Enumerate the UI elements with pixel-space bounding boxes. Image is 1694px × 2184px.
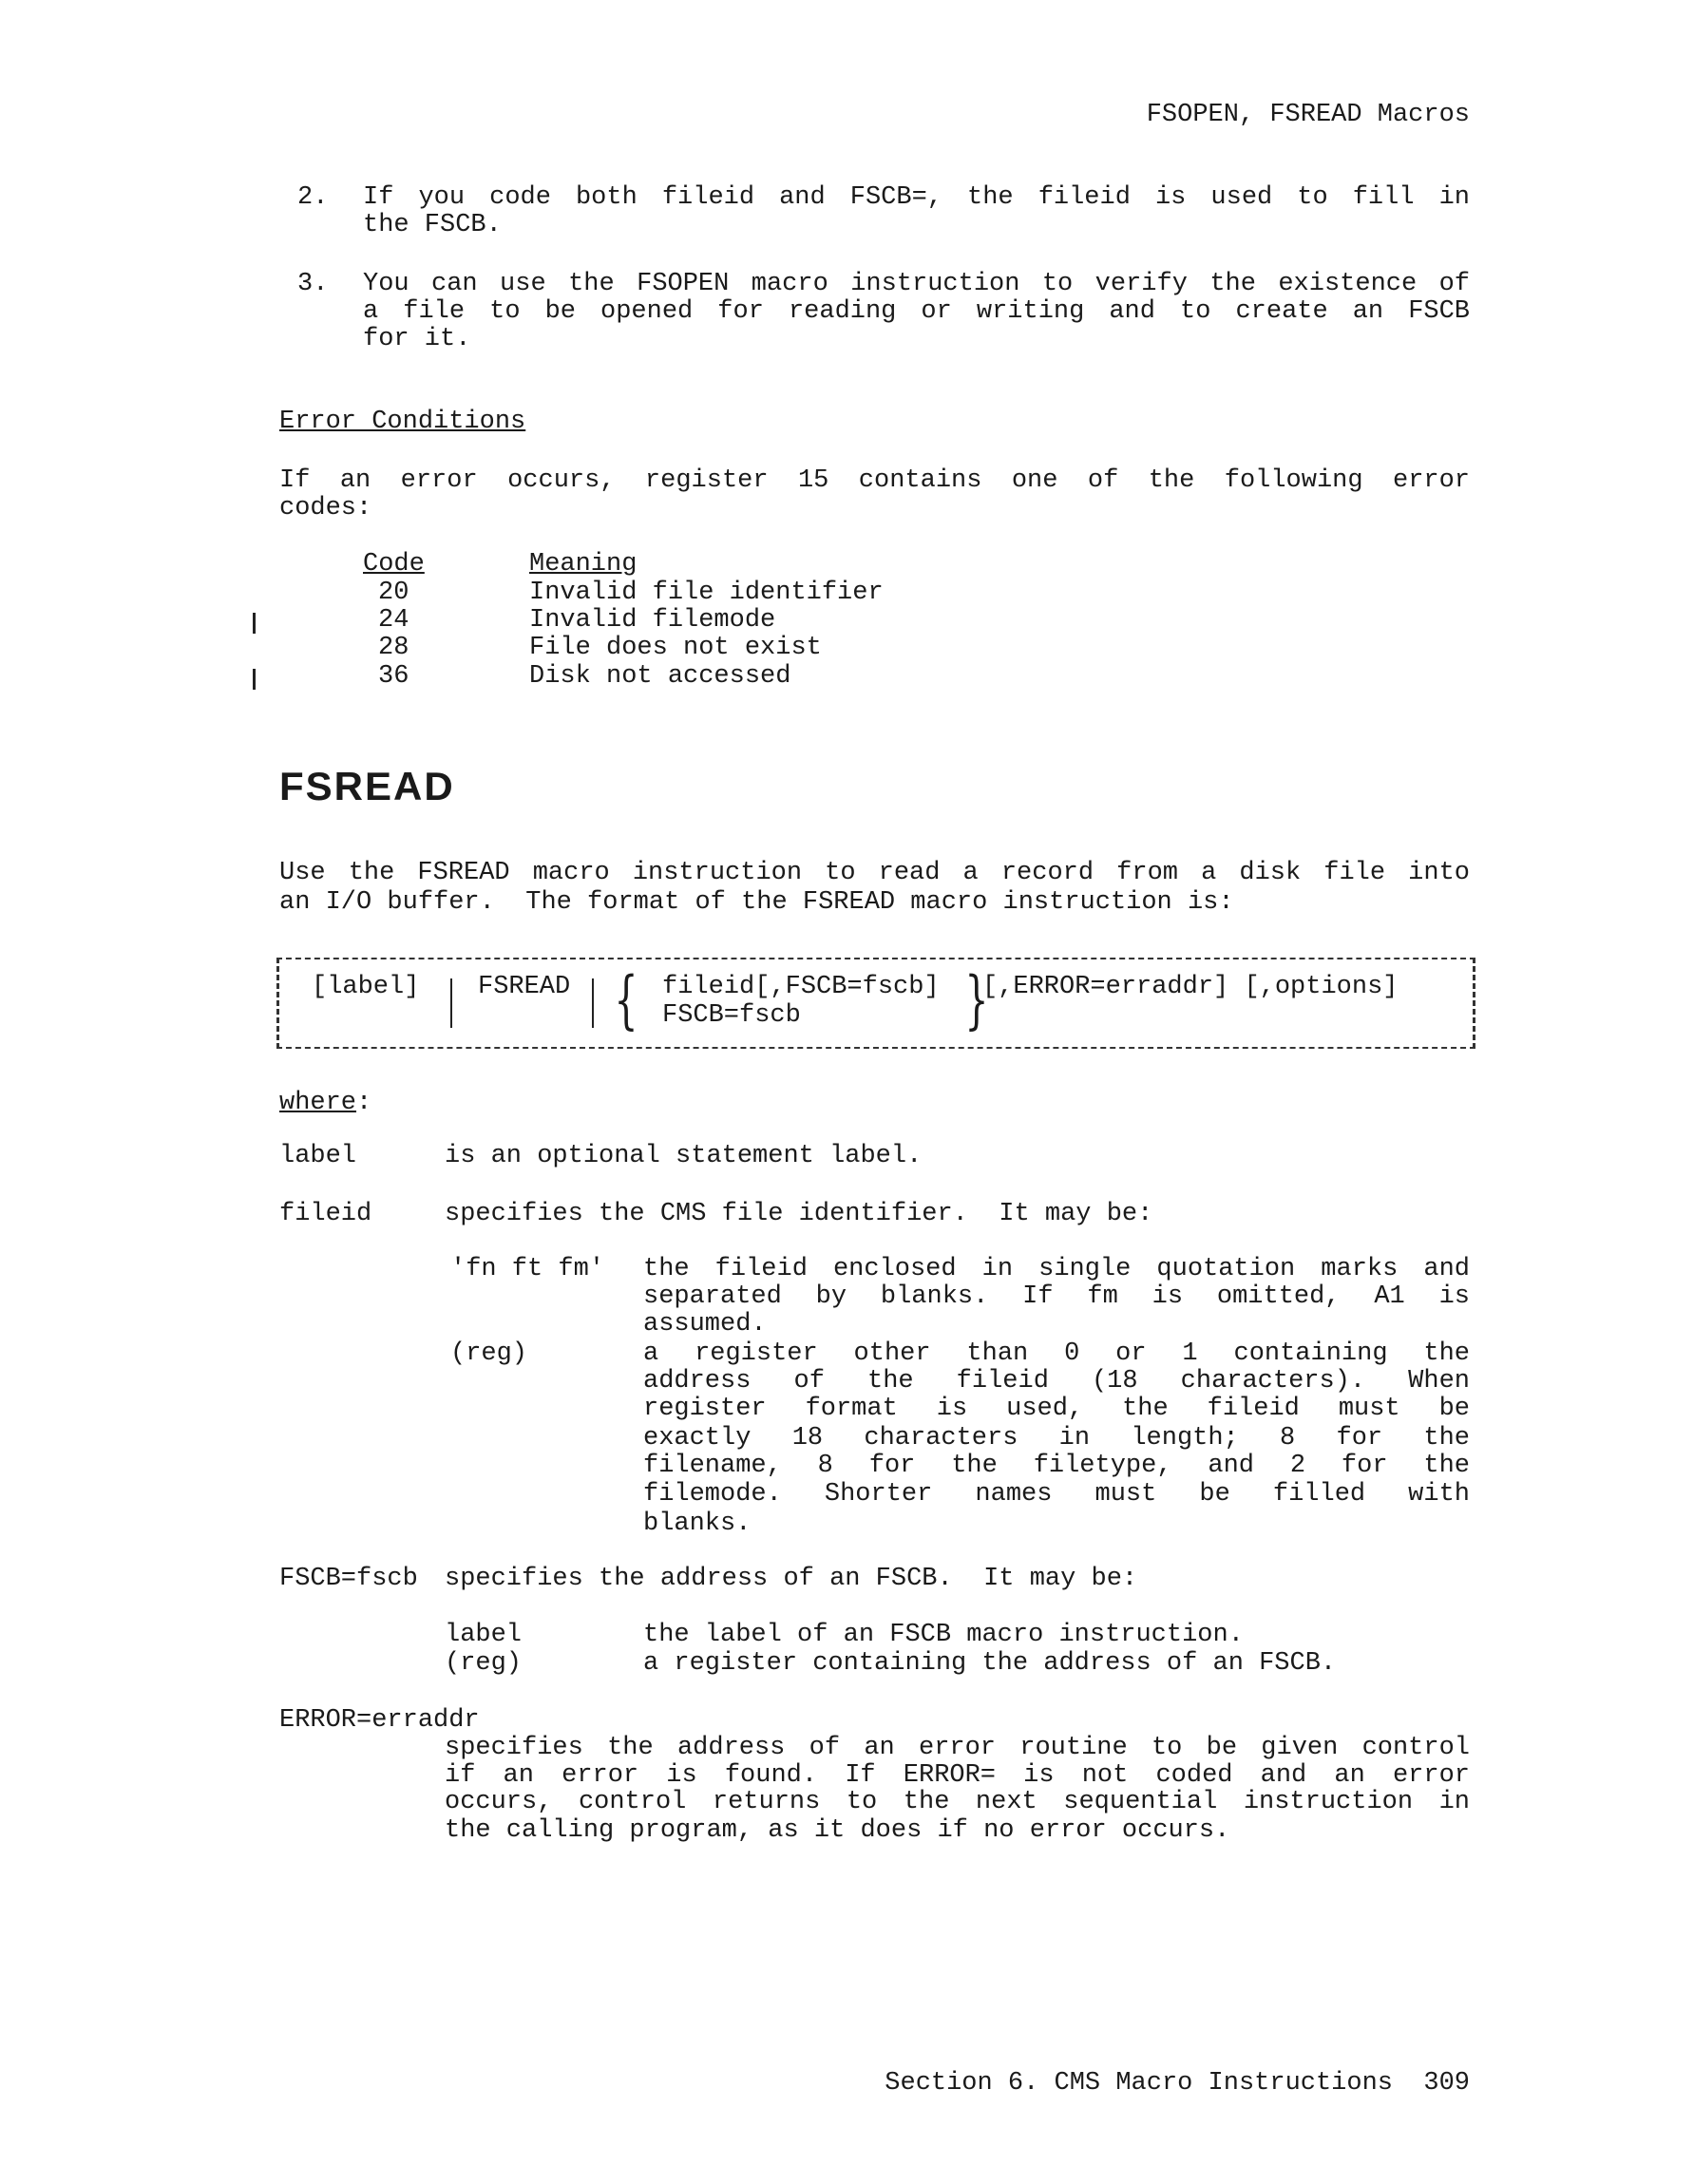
option-desc: a register containing the address of an FSCB. [643,1649,1337,1678]
param-desc: specifies the address of an FSCB. It may be: [445,1565,1138,1593]
text-line: if an error is found. If ERROR= is not coded and an error [445,1761,1470,1790]
option-term: 'fn ft fm' [450,1255,605,1283]
column-divider [592,978,594,1028]
note-number: 3. [297,270,329,298]
text-line: You can use the FSOPEN macro instruction to verify the existence of [363,270,1470,298]
param-term: fileid [279,1200,372,1228]
param-term: FSCB=fscb [279,1565,418,1593]
text-line: the FSCB. [363,211,502,239]
option-term: (reg) [445,1649,523,1678]
option-desc: the label of an FSCB macro instruction. [643,1621,1244,1649]
option-term: (reg) [450,1339,528,1368]
column-header-meaning: Meaning [529,550,638,579]
text-line: If you code both fileid and FSCB=, the fileid is used to fill in [363,183,1470,212]
text-line: for it. [363,325,471,353]
text-line: address of the fileid (18 characters). When [643,1367,1470,1396]
text-line: a register other than 0 or 1 containing the [643,1339,1470,1368]
running-header: FSOPEN, FSREAD Macros [1146,101,1470,129]
where-label: where: [279,1089,372,1117]
text-line: Use the FSREAD macro instruction to read a record from a disk file into [279,859,1470,887]
text-line: blanks. [643,1510,752,1538]
page-footer [760,2069,1470,2098]
syntax-label: [label] [312,973,420,1001]
syntax-operation: FSREAD [478,973,571,1001]
param-desc: specifies the CMS file identifier. It may be: [445,1200,1153,1228]
text-line: If an error occurs, register 15 contains one of the following error [279,466,1470,495]
syntax-operands: [,ERROR=erraddr] [,options] [982,973,1399,1001]
error-code: 36 [378,662,409,691]
change-bar [253,669,256,690]
section-heading-error-conditions: Error Conditions [279,408,526,436]
text-line: separated by blanks. If fm is omitted, A1 is [643,1282,1470,1311]
text-line: filename, 8 for the filetype, and 2 for the [643,1452,1470,1480]
column-divider [450,978,452,1028]
text-line: assumed. [643,1310,767,1339]
option-term: label [445,1621,523,1649]
text-line: specifies the address of an error routine to be given control [445,1734,1470,1762]
text-line: filemode. Shorter names must be filled with [643,1480,1470,1509]
syntax-alternative-2: FSCB=fscb [662,1001,801,1030]
text-line: the calling program, as it does if no error occurs. [445,1816,1230,1845]
text-line: register format is used, the fileid must be [643,1395,1470,1423]
error-meaning: Disk not accessed [529,662,791,691]
section-heading-fsread: FSREAD [279,764,455,808]
syntax-box [276,958,1475,1049]
param-term: ERROR=erraddr [279,1706,480,1735]
syntax-alternative-1: fileid[,FSCB=fscb] [662,973,940,1001]
left-brace: { [614,963,638,1036]
text-line: codes: [279,494,372,522]
text-line: an I/O buffer. The format of the FSREAD macro instruction is: [279,888,1234,917]
page-number: 309 [1423,2069,1470,2098]
error-code: 20 [378,579,409,607]
footer-section: Section 6. CMS Macro Instructions [885,2069,1393,2098]
error-code: 24 [378,606,409,635]
error-meaning: Invalid file identifier [529,579,884,607]
text-line: the fileid enclosed in single quotation marks and [643,1255,1470,1283]
param-desc: is an optional statement label. [445,1142,923,1170]
right-brace: } [964,963,989,1036]
note-number: 2. [297,183,329,212]
change-bar [253,613,256,634]
error-meaning: Invalid filemode [529,606,776,635]
error-code: 28 [378,634,409,662]
error-meaning: File does not exist [529,634,822,662]
column-header-code: Code [363,550,425,579]
text-line: a file to be opened for reading or writing and to create an FSCB [363,297,1470,326]
text-line: occurs, control returns to the next sequential instruction in [445,1788,1470,1816]
param-term: label [279,1142,357,1170]
text-line: exactly 18 characters in length; 8 for the [643,1424,1470,1453]
